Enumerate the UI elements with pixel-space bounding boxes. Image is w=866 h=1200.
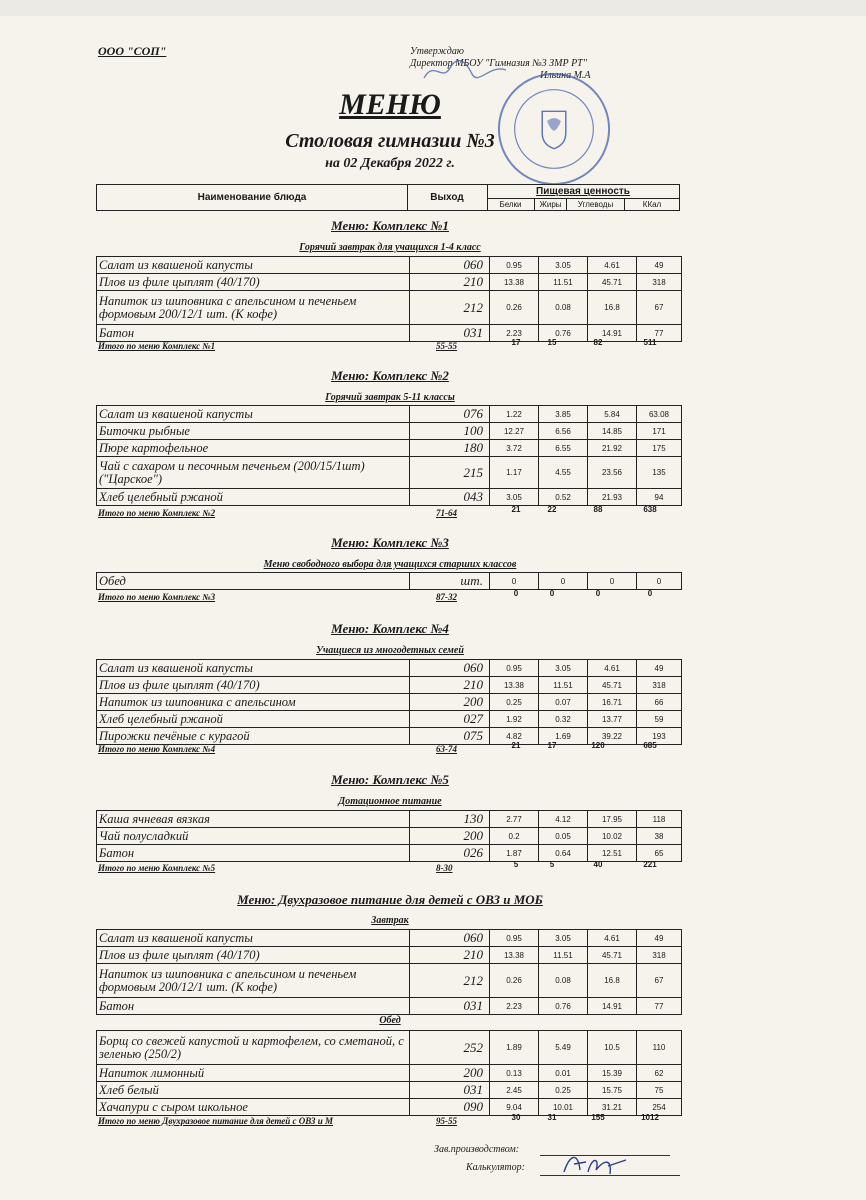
fat-value: 0.05 <box>539 828 588 845</box>
protein-value: 13.38 <box>490 677 539 694</box>
fat-value: 10.01 <box>539 1099 588 1116</box>
page-subtitle: Столовая гимназии №3 <box>285 130 495 152</box>
dish-name: Хлеб целебный ржаной <box>97 711 410 728</box>
kcal-value: 171 <box>637 423 682 440</box>
carbs-value: 45.71 <box>588 274 637 291</box>
fat-value: 0.08 <box>539 291 588 325</box>
carbs-value: 15.75 <box>588 1082 637 1099</box>
section-1-subtitle: Горячий завтрак для учащихся 1-4 класс <box>299 242 481 253</box>
section-3-total <box>96 589 680 604</box>
table-row <box>97 947 682 964</box>
carbs-value: 16.8 <box>588 964 637 998</box>
protein-value: 2.77 <box>490 811 539 828</box>
table-row <box>97 694 682 711</box>
kcal-value: 318 <box>637 947 682 964</box>
carbs-value: 4.61 <box>588 660 637 677</box>
table-row <box>97 489 682 506</box>
dish-name: Напиток из шиповника с апельсином <box>97 694 410 711</box>
fat-value: 0.76 <box>539 325 588 342</box>
total-fat: 0 <box>549 589 555 598</box>
dish-output: 031 <box>410 998 490 1015</box>
total-carbs: 0 <box>595 589 601 598</box>
kcal-value: 59 <box>637 711 682 728</box>
carbs-value: 5.84 <box>588 406 637 423</box>
total-label: Итого по меню Двухразовое питание для детей с ОВЗ и М <box>98 1116 333 1126</box>
protein-value: 0.95 <box>490 660 539 677</box>
kcal-value: 38 <box>637 828 682 845</box>
kcal-value: 49 <box>637 930 682 947</box>
dish-name: Батон <box>97 998 410 1015</box>
fat-value: 5.49 <box>539 1031 588 1065</box>
dish-name: Пюре картофельное <box>97 440 410 457</box>
kcal-value: 110 <box>637 1031 682 1065</box>
dish-output: шт. <box>410 573 490 590</box>
approval-line-3: Ильина М.А <box>540 70 591 81</box>
total-kcal: 0 <box>647 589 653 598</box>
total-output: 95-55 <box>436 1116 457 1126</box>
kcal-value: 175 <box>637 440 682 457</box>
dish-output: 060 <box>410 660 490 677</box>
dish-output: 076 <box>410 406 490 423</box>
section-5-title: Меню: Комплекс №5 <box>331 772 449 787</box>
total-protein: 21 <box>511 505 521 514</box>
total-label: Итого по меню Комплекс №3 <box>98 592 216 602</box>
fat-value: 3.05 <box>539 257 588 274</box>
total-carbs: 40 <box>593 860 603 869</box>
dish-output: 200 <box>410 1065 490 1082</box>
carbs-value: 31.21 <box>588 1099 637 1116</box>
carbs-value: 12.51 <box>588 845 637 862</box>
fat-value: 0.07 <box>539 694 588 711</box>
protein-value: 0.26 <box>490 964 539 998</box>
protein-value: 13.38 <box>490 274 539 291</box>
section-6-subtitle-2: Обед <box>379 1015 401 1026</box>
kcal-value: 318 <box>637 274 682 291</box>
dish-name: Плов из филе цыплят (40/170) <box>97 274 410 291</box>
kcal-value: 62 <box>637 1065 682 1082</box>
kcal-value: 94 <box>637 489 682 506</box>
dish-output: 215 <box>410 457 490 489</box>
section-1-title: Меню: Комплекс №1 <box>331 218 449 233</box>
total-output: 8-30 <box>436 863 453 873</box>
section-4-subtitle: Учащиеся из многодетных семей <box>316 645 464 656</box>
dish-output: 210 <box>410 677 490 694</box>
fat-value: 11.51 <box>539 677 588 694</box>
dish-name: Хлеб целебный ржаной <box>97 489 410 506</box>
dish-output: 043 <box>410 489 490 506</box>
kcal-value: 254 <box>637 1099 682 1116</box>
fat-value: 6.56 <box>539 423 588 440</box>
fat-value: 0.08 <box>539 964 588 998</box>
protein-value: 13.38 <box>490 947 539 964</box>
total-protein: 17 <box>511 338 521 347</box>
section-1-total <box>96 338 680 353</box>
table-row <box>97 845 682 862</box>
table-row <box>97 423 682 440</box>
section-5-table <box>96 810 682 862</box>
dish-name: Напиток из шиповника с апельсином и печеньем формовым 200/12/1 шт. (К кофе) <box>97 964 410 998</box>
table-row <box>97 1065 682 1082</box>
director-signature-icon <box>420 58 510 84</box>
dish-name: Хачапури с сыром школьное <box>97 1099 410 1116</box>
total-label: Итого по меню Комплекс №4 <box>98 744 216 754</box>
total-protein: 0 <box>513 589 519 598</box>
total-protein: 21 <box>511 741 521 750</box>
kcal-value: 67 <box>637 964 682 998</box>
kcal-value: 65 <box>637 845 682 862</box>
section-6-breakfast-table <box>96 929 682 1015</box>
total-fat: 5 <box>549 860 555 869</box>
total-output: 71-64 <box>436 508 457 518</box>
carbs-value: 17.95 <box>588 811 637 828</box>
total-fat: 31 <box>547 1113 557 1122</box>
fat-value: 4.55 <box>539 457 588 489</box>
carbs-value: 45.71 <box>588 947 637 964</box>
fat-value: 0.25 <box>539 1082 588 1099</box>
dish-name: Плов из филе цыплят (40/170) <box>97 677 410 694</box>
section-6-title: Меню: Двухразовое питание для детей с ОВЗ и МОБ <box>237 892 543 907</box>
protein-value: 4.82 <box>490 728 539 745</box>
page-date: на 02 Декабря 2022 г. <box>325 156 455 171</box>
carbs-value: 15.39 <box>588 1065 637 1082</box>
page-title: МЕНЮ <box>339 88 441 121</box>
section-2-table <box>96 405 682 506</box>
carbs-value: 21.93 <box>588 489 637 506</box>
approval-line-2: Директор МБОУ "Гимназия №3 ЗМР РТ" <box>410 58 587 69</box>
protein-value: 0.13 <box>490 1065 539 1082</box>
kcal-value: 66 <box>637 694 682 711</box>
table-header <box>96 184 680 211</box>
kcal-value: 135 <box>637 457 682 489</box>
table-row <box>97 291 682 325</box>
total-protein: 30 <box>511 1113 521 1122</box>
kcal-value: 77 <box>637 325 682 342</box>
carbs-value: 23.56 <box>588 457 637 489</box>
kcal-value: 318 <box>637 677 682 694</box>
section-3-table <box>96 572 682 590</box>
total-carbs: 155 <box>591 1113 605 1122</box>
dish-name: Батон <box>97 325 410 342</box>
fat-value: 0.01 <box>539 1065 588 1082</box>
kcal-value: 75 <box>637 1082 682 1099</box>
dish-output: 210 <box>410 274 490 291</box>
protein-value: 1.17 <box>490 457 539 489</box>
protein-value: 3.05 <box>490 489 539 506</box>
fat-value: 0.76 <box>539 998 588 1015</box>
col-kcal-header: ККал <box>625 198 679 210</box>
carbs-value: 10.5 <box>588 1031 637 1065</box>
section-6-total <box>96 1113 680 1128</box>
protein-value: 1.89 <box>490 1031 539 1065</box>
table-row <box>97 711 682 728</box>
fat-value: 4.12 <box>539 811 588 828</box>
dish-output: 100 <box>410 423 490 440</box>
carbs-value: 4.61 <box>588 930 637 947</box>
kcal-value: 77 <box>637 998 682 1015</box>
protein-value: 0 <box>490 573 539 590</box>
scan-top-edge <box>0 0 866 16</box>
total-output: 63-74 <box>436 744 457 754</box>
dish-output: 060 <box>410 257 490 274</box>
dish-output: 252 <box>410 1031 490 1065</box>
table-row <box>97 457 682 489</box>
col-fat-header: Жиры <box>535 198 567 210</box>
section-5-subtitle: Дотационное питание <box>338 796 442 807</box>
table-row <box>97 573 682 590</box>
dish-output: 026 <box>410 845 490 862</box>
protein-value: 0.2 <box>490 828 539 845</box>
carbs-value: 14.85 <box>588 423 637 440</box>
approval-line-1: Утверждаю <box>410 46 464 57</box>
carbs-value: 13.77 <box>588 711 637 728</box>
dish-output: 031 <box>410 1082 490 1099</box>
dish-output: 075 <box>410 728 490 745</box>
calculator-label: Калькулятор: <box>466 1162 525 1173</box>
fat-value: 0.32 <box>539 711 588 728</box>
protein-value: 0.95 <box>490 930 539 947</box>
table-row <box>97 811 682 828</box>
dish-output: 090 <box>410 1099 490 1116</box>
total-label: Итого по меню Комплекс №5 <box>98 863 216 873</box>
protein-value: 12.27 <box>490 423 539 440</box>
protein-value: 0.95 <box>490 257 539 274</box>
table-row <box>97 930 682 947</box>
total-protein: 5 <box>513 860 519 869</box>
section-2-total <box>96 505 680 520</box>
dish-name: Чай полусладкий <box>97 828 410 845</box>
section-6-subtitle: Завтрак <box>371 915 409 926</box>
table-row <box>97 677 682 694</box>
fat-value: 3.05 <box>539 930 588 947</box>
dish-name: Плов из филе цыплят (40/170) <box>97 947 410 964</box>
section-4-table <box>96 659 682 745</box>
col-out-header: Выход <box>407 185 488 210</box>
protein-value: 1.22 <box>490 406 539 423</box>
protein-value: 2.23 <box>490 325 539 342</box>
protein-value: 2.23 <box>490 998 539 1015</box>
dish-name: Борщ со свежей капустой и картофелем, со сметаной, с зеленью (250/2) <box>97 1031 410 1065</box>
kcal-value: 49 <box>637 660 682 677</box>
dish-output: 212 <box>410 964 490 998</box>
dish-name: Хлеб белый <box>97 1082 410 1099</box>
dish-name: Биточки рыбные <box>97 423 410 440</box>
dish-name: Напиток из шиповника с апельсином и печеньем формовым 200/12/1 шт. (К кофе) <box>97 291 410 325</box>
dish-name: Каша ячневая вязкая <box>97 811 410 828</box>
kcal-value: 49 <box>637 257 682 274</box>
table-row <box>97 964 682 998</box>
protein-value: 9.04 <box>490 1099 539 1116</box>
section-3-title: Меню: Комплекс №3 <box>331 535 449 550</box>
calculator-signature-icon <box>560 1148 630 1180</box>
dish-name: Напиток лимонный <box>97 1065 410 1082</box>
total-kcal: 511 <box>643 338 657 347</box>
production-manager-label: Зав.производством: <box>434 1144 520 1155</box>
protein-value: 3.72 <box>490 440 539 457</box>
section-2-title: Меню: Комплекс №2 <box>331 368 449 383</box>
dish-output: 060 <box>410 930 490 947</box>
dish-output: 200 <box>410 694 490 711</box>
dish-name: Салат из квашеной капусты <box>97 406 410 423</box>
fat-value: 11.51 <box>539 274 588 291</box>
dish-name: Обед <box>97 573 410 590</box>
total-label: Итого по меню Комплекс №1 <box>98 341 216 351</box>
dish-name: Салат из квашеной капусты <box>97 257 410 274</box>
carbs-value: 14.91 <box>588 998 637 1015</box>
table-row <box>97 440 682 457</box>
total-carbs: 120 <box>591 741 605 750</box>
dish-output: 212 <box>410 291 490 325</box>
table-row <box>97 1031 682 1065</box>
col-name-header: Наименование блюда <box>97 185 408 210</box>
fat-value: 1.69 <box>539 728 588 745</box>
dish-output: 031 <box>410 325 490 342</box>
fat-value: 3.05 <box>539 660 588 677</box>
dish-output: 027 <box>410 711 490 728</box>
carbs-value: 14.91 <box>588 325 637 342</box>
total-fat: 15 <box>547 338 557 347</box>
dish-output: 180 <box>410 440 490 457</box>
carbs-value: 39.22 <box>588 728 637 745</box>
carbs-value: 21.92 <box>588 440 637 457</box>
total-fat: 17 <box>547 741 557 750</box>
section-6-lunch-table <box>96 1030 682 1116</box>
fat-value: 0.52 <box>539 489 588 506</box>
section-4-total <box>96 741 680 756</box>
carbs-value: 4.61 <box>588 257 637 274</box>
total-fat: 22 <box>547 505 557 514</box>
total-kcal: 685 <box>643 741 657 750</box>
carbs-value: 16.8 <box>588 291 637 325</box>
fat-value: 11.51 <box>539 947 588 964</box>
total-kcal: 221 <box>643 860 657 869</box>
dish-output: 200 <box>410 828 490 845</box>
section-2-subtitle: Горячий завтрак 5-11 классы <box>325 392 455 403</box>
section-4-title: Меню: Комплекс №4 <box>331 621 449 636</box>
kcal-value: 0 <box>637 573 682 590</box>
fat-value: 6.55 <box>539 440 588 457</box>
protein-value: 2.45 <box>490 1082 539 1099</box>
total-output: 87-32 <box>436 592 457 602</box>
kcal-value: 63.08 <box>637 406 682 423</box>
kcal-value: 118 <box>637 811 682 828</box>
kcal-value: 193 <box>637 728 682 745</box>
protein-value: 1.87 <box>490 845 539 862</box>
carbs-value: 45.71 <box>588 677 637 694</box>
protein-value: 1.92 <box>490 711 539 728</box>
col-carbs-header: Углеводы <box>567 198 625 210</box>
table-row <box>97 1082 682 1099</box>
section-5-total <box>96 860 680 875</box>
dish-name: Чай с сахаром и песочным печеньем (200/15/1шт) ("Царское") <box>97 457 410 489</box>
table-row <box>97 998 682 1015</box>
section-3-subtitle: Меню свободного выбора для учащихся старших классов <box>263 559 517 570</box>
table-row <box>97 257 682 274</box>
total-kcal: 638 <box>643 505 657 514</box>
protein-value: 0.25 <box>490 694 539 711</box>
carbs-value: 10.02 <box>588 828 637 845</box>
total-output: 55-55 <box>436 341 457 351</box>
total-carbs: 82 <box>593 338 603 347</box>
kcal-value: 67 <box>637 291 682 325</box>
fat-value: 3.85 <box>539 406 588 423</box>
total-carbs: 88 <box>593 505 603 514</box>
dish-name: Пирожки печёные с курагой <box>97 728 410 745</box>
col-nutrition-header: Пищевая ценность <box>536 186 630 197</box>
total-label: Итого по меню Комплекс №2 <box>98 508 216 518</box>
dish-name: Салат из квашеной капусты <box>97 930 410 947</box>
dish-output: 130 <box>410 811 490 828</box>
protein-value: 0.26 <box>490 291 539 325</box>
dish-name: Салат из квашеной капусты <box>97 660 410 677</box>
dish-output: 210 <box>410 947 490 964</box>
organization-name: ООО "СОП" <box>98 44 167 58</box>
dish-name: Батон <box>97 845 410 862</box>
total-kcal: 1012 <box>641 1113 659 1122</box>
fat-value: 0.64 <box>539 845 588 862</box>
col-protein-header: Белки <box>487 198 535 210</box>
table-row <box>97 274 682 291</box>
table-row <box>97 660 682 677</box>
fat-value: 0 <box>539 573 588 590</box>
table-row <box>97 828 682 845</box>
carbs-value: 16.71 <box>588 694 637 711</box>
carbs-value: 0 <box>588 573 637 590</box>
table-row <box>97 406 682 423</box>
section-1-table <box>96 256 682 342</box>
